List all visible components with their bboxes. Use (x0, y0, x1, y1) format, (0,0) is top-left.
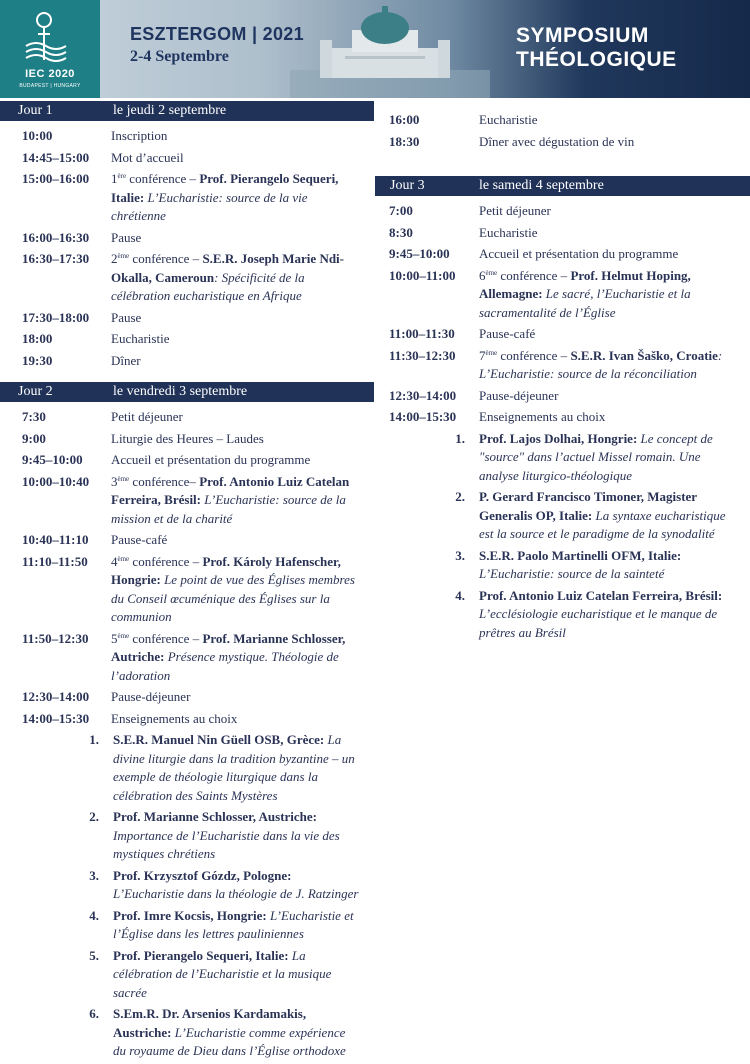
schedule-row (375, 133, 750, 152)
workshop-number: 4. (89, 907, 99, 923)
page-title (516, 24, 677, 72)
lecture-ordinal: 1 (111, 171, 118, 186)
day-3-schedule (375, 202, 750, 427)
lecture-ordinal-suffix: ème (117, 474, 130, 483)
schedule-time: 9:45–10:00 (22, 452, 83, 467)
speaker-name: Prof. Pierangelo Sequeri, Italie: (113, 947, 289, 963)
speaker-name: Prof. Helmut Hoping, Allemagne: (479, 267, 691, 301)
schedule-row (0, 149, 374, 168)
lecture-title: : L’Eucharistie: source de la réconciliation (479, 347, 723, 381)
workshop-item (375, 587, 750, 643)
lecture-title: : Spécificité de la célébration eucharistique en Afrique (111, 269, 305, 303)
lecture-ordinal: 5 (111, 630, 118, 646)
speaker-name: S.E.R. Ivan Šaško, Croatie (570, 347, 718, 363)
schedule-row (375, 245, 750, 264)
schedule-time: 11:00–11:30 (389, 326, 455, 341)
day-2-workshops (0, 731, 374, 1061)
schedule-description: Enseignements au choix (479, 409, 606, 424)
day-1-schedule (0, 127, 374, 370)
workshop-title: La syntaxe eucharistique est la source et le paradigme de la synodalité (479, 507, 726, 541)
right-column (375, 101, 750, 645)
lecture-label: conférence – (497, 347, 571, 363)
workshop-number: 6. (89, 1006, 99, 1021)
workshop-text (113, 1005, 374, 1061)
left-column (0, 101, 374, 1064)
schedule-description: Pause-café (111, 532, 168, 547)
schedule-row (0, 473, 374, 529)
workshop-text (113, 907, 374, 944)
schedule-description (111, 170, 374, 226)
schedule-description (111, 473, 374, 529)
schedule-description: Pause (111, 229, 142, 245)
speaker-name: Prof. Marianne Schlosser, Autriche: (111, 630, 346, 664)
iec-logo (0, 0, 100, 98)
workshop-text (479, 430, 750, 486)
schedule-description: Pause-café (479, 326, 536, 341)
day-date: le samedi 4 septembre (479, 178, 604, 193)
day-3-header (375, 176, 750, 196)
lecture-ordinal-suffix: ère (117, 172, 127, 180)
day-2-evening-schedule (375, 111, 750, 151)
schedule-description: Eucharistie (111, 331, 170, 346)
workshop-number: 3. (455, 547, 465, 563)
schedule-time: 9:45–10:00 (389, 246, 450, 261)
workshop-number: 1. (89, 732, 99, 747)
schedule-time: 12:30–14:00 (389, 387, 457, 403)
workshop-item (375, 547, 750, 584)
workshop-item (375, 488, 750, 544)
schedule-time: 16:30–17:30 (22, 251, 90, 266)
schedule-time: 14:00–15:30 (22, 710, 90, 726)
schedule-row (0, 430, 374, 449)
workshop-text (479, 547, 750, 584)
speaker-name: Prof. Lajos Dolhai, Hongrie: (479, 430, 638, 446)
schedule-row (375, 325, 750, 344)
schedule-description: Petit déjeuner (111, 409, 183, 424)
lecture-ordinal: 6 (479, 267, 486, 283)
schedule-time: 14:45–15:00 (22, 149, 90, 165)
schedule-time: 18:00 (22, 331, 53, 346)
workshop-title: L’Eucharistie: source de la sainteté (479, 566, 665, 581)
schedule-time: 8:30 (389, 224, 413, 240)
schedule-time: 11:10–11:50 (22, 553, 88, 569)
workshop-number: 5. (89, 947, 99, 963)
schedule-description: Inscription (111, 128, 168, 143)
day-1-header (0, 101, 374, 121)
workshop-text (113, 867, 374, 904)
speaker-name: Prof. Károly Hafenscher, Hongrie: (111, 553, 341, 587)
lecture-ordinal: 3 (111, 473, 118, 489)
schedule-time: 9:00 (22, 430, 46, 446)
day-2-header (0, 382, 374, 402)
schedule-description: Mot d’accueil (111, 149, 184, 165)
schedule-time: 17:30–18:00 (22, 309, 90, 325)
schedule-row (0, 229, 374, 248)
day-date: le jeudi 2 septembre (113, 103, 227, 118)
lecture-label: conférence– (129, 473, 200, 489)
lecture-ordinal: 2 (111, 251, 118, 266)
day-2-schedule (0, 408, 374, 728)
workshop-text (113, 808, 374, 864)
schedule-time: 10:40–11:10 (22, 532, 89, 547)
schedule-time: 15:00–16:00 (22, 171, 90, 186)
schedule-time: 7:30 (22, 409, 46, 424)
schedule-row (0, 170, 374, 226)
lecture-ordinal: 7 (479, 347, 486, 363)
schedule-description (479, 347, 750, 384)
schedule-description (111, 553, 374, 627)
lecture-ordinal-suffix: ème (117, 554, 130, 563)
speaker-name: S.E.R. Joseph Marie Ndi-Okalla, Cameroun (111, 251, 344, 285)
lecture-title: Le sacré, l’Eucharistie et la sacramentalité de l’Église (479, 286, 691, 320)
workshop-number: 2. (89, 809, 99, 824)
day-date: le vendredi 3 septembre (113, 384, 248, 399)
schedule-time: 14:00–15:30 (389, 409, 457, 424)
workshop-title: L’Eucharistie et l’Église dans les lettres pauliniennes (113, 907, 354, 941)
lecture-title: L’Eucharistie: source de la vie chrétienne (111, 189, 308, 223)
workshop-title: La divine liturgie dans la tradition byzantine – un exemple de théologie liturgique dans la célébration des Saints Mystères (113, 732, 355, 803)
workshop-title: L’Eucharistie dans la théologie de J. Ratzinger (113, 886, 359, 901)
page-header (0, 0, 750, 98)
schedule-description: Accueil et présentation du programme (111, 452, 311, 467)
schedule-row (0, 531, 374, 550)
title-line-1: SYMPOSIUM (516, 24, 649, 47)
lecture-title: L’Eucharistie: source de la mission et de la charité (111, 492, 346, 526)
schedule-row (0, 408, 374, 427)
logo-year: IEC 2020 (25, 68, 75, 80)
schedule-row (0, 330, 374, 349)
workshop-item (0, 808, 374, 864)
workshop-item (375, 430, 750, 486)
day-label: Jour 1 (18, 103, 53, 118)
event-city: ESZTERGOM | 2021 (130, 24, 304, 44)
schedule-time: 12:30–14:00 (22, 689, 90, 704)
schedule-row (0, 250, 374, 306)
schedule-time: 18:30 (389, 133, 420, 149)
schedule-time: 11:30–12:30 (389, 347, 456, 363)
workshop-title: Le concept de "source" dans l’actuel Missel romain. Une analyse liturgico-théologique (479, 430, 713, 483)
speaker-name: S.E.R. Manuel Nin Güell OSB, Grèce: (113, 732, 325, 747)
schedule-time: 7:00 (389, 203, 413, 218)
speaker-name: Prof. Marianne Schlosser, Austriche: (113, 809, 318, 824)
speaker-name: Prof. Krzysztof Gózdz, Pologne: (113, 867, 292, 883)
workshop-number: 1. (455, 430, 465, 446)
schedule-row (375, 347, 750, 384)
day-3-workshops (375, 430, 750, 643)
lecture-label: conférence – (497, 267, 571, 283)
event-location-date (130, 24, 304, 66)
lecture-title: Présence mystique. Théologie de l’adoration (111, 649, 339, 683)
workshop-number: 2. (455, 489, 465, 504)
lecture-label: conférence – (126, 171, 200, 186)
schedule-description (111, 250, 374, 306)
lecture-label: conférence – (129, 553, 203, 569)
workshop-number: 3. (89, 867, 99, 883)
workshop-item (0, 907, 374, 944)
schedule-row (375, 387, 750, 406)
schedule-description: Accueil et présentation du programme (479, 246, 679, 261)
schedule-row (375, 408, 750, 427)
workshop-title: La célébration de l’Eucharistie et la musique sacrée (113, 947, 332, 1000)
speaker-name: Prof. Pierangelo Sequeri, Italie: (111, 171, 339, 205)
schedule-time: 10:00–11:00 (389, 267, 456, 283)
schedule-description: Pause-déjeuner (479, 387, 559, 403)
workshop-item (0, 1005, 374, 1061)
workshop-text (479, 488, 750, 544)
schedule-row (375, 267, 750, 323)
schedule-row (0, 352, 374, 371)
schedule-description: Enseignements au choix (111, 710, 238, 726)
workshop-text (479, 587, 750, 643)
speaker-name: Prof. Imre Kocsis, Hongrie: (113, 907, 267, 923)
schedule-row (0, 451, 374, 470)
workshop-item (0, 731, 374, 805)
schedule-time: 11:50–12:30 (22, 630, 89, 646)
schedule-row (0, 553, 374, 627)
schedule-time: 19:30 (22, 352, 53, 368)
lecture-ordinal-suffix: ème (485, 268, 498, 277)
day-label: Jour 2 (18, 384, 53, 399)
schedule-description: Liturgie des Heures – Laudes (111, 430, 264, 446)
speaker-name: S.Em.R. Dr. Arsenios Kardamakis, Austriche: (113, 1006, 307, 1040)
schedule-description (111, 630, 374, 686)
schedule-row (0, 710, 374, 729)
eucharist-logo-icon (22, 10, 78, 66)
basilica-illustration (290, 0, 490, 98)
schedule-time: 10:00 (22, 128, 53, 143)
schedule-description: Dîner avec dégustation de vin (479, 133, 635, 149)
schedule-row (0, 630, 374, 686)
schedule-row (375, 111, 750, 130)
schedule-time: 16:00 (389, 112, 420, 127)
schedule-row (0, 688, 374, 707)
schedule-description: Eucharistie (479, 224, 538, 240)
workshop-number: 4. (455, 587, 465, 603)
schedule-time: 16:00–16:30 (22, 229, 90, 245)
speaker-name: P. Gerard Francisco Timoner, Magister Generalis OP, Italie: (479, 489, 697, 523)
schedule-description (479, 267, 750, 323)
schedule-time: 10:00–10:40 (22, 473, 90, 489)
workshop-title: Importance de l’Eucharistie dans la vie des mystiques chrétiens (113, 827, 340, 861)
schedule-description: Eucharistie (479, 112, 538, 127)
event-dates: 2-4 Septembre (130, 48, 229, 65)
speaker-name: Prof. Antonio Luiz Catelan Ferreira, Brésil: (111, 473, 350, 507)
schedule-description: Dîner (111, 352, 141, 368)
title-line-2: THÉOLOGIQUE (516, 48, 677, 71)
workshop-title: L’Eucharistie comme expérience du royaume de Dieu dans l’Église orthodoxe (113, 1024, 346, 1058)
workshop-title: L’ecclésiologie eucharistique et le manque de prêtres au Brésil (479, 606, 718, 640)
logo-subtitle: BUDAPEST | HUNGARY (19, 83, 81, 89)
lecture-ordinal: 4 (111, 553, 118, 569)
schedule-description: Petit déjeuner (479, 203, 551, 218)
lecture-ordinal-suffix: ème (485, 348, 498, 357)
lecture-ordinal-suffix: ème (117, 631, 130, 640)
schedule-row (0, 309, 374, 328)
schedule-description: Pause (111, 309, 142, 325)
workshop-text (113, 947, 374, 1003)
speaker-name: Prof. Antonio Luiz Catelan Ferreira, Brésil: (479, 587, 723, 603)
schedule-row (375, 202, 750, 221)
workshop-item (0, 947, 374, 1003)
lecture-label: conférence – (129, 630, 203, 646)
lecture-label: conférence – (129, 251, 203, 266)
workshop-item (0, 867, 374, 904)
speaker-name: S.E.R. Paolo Martinelli OFM, Italie: (479, 547, 682, 563)
lecture-ordinal-suffix: ème (117, 252, 130, 260)
schedule-row (0, 127, 374, 146)
schedule-description: Pause-déjeuner (111, 689, 191, 704)
day-label: Jour 3 (390, 178, 425, 193)
workshop-text (113, 731, 374, 805)
lecture-title: Le point de vue des Églises membres du Conseil œcuménique des Églises sur la communion (111, 572, 355, 624)
schedule-row (375, 224, 750, 243)
